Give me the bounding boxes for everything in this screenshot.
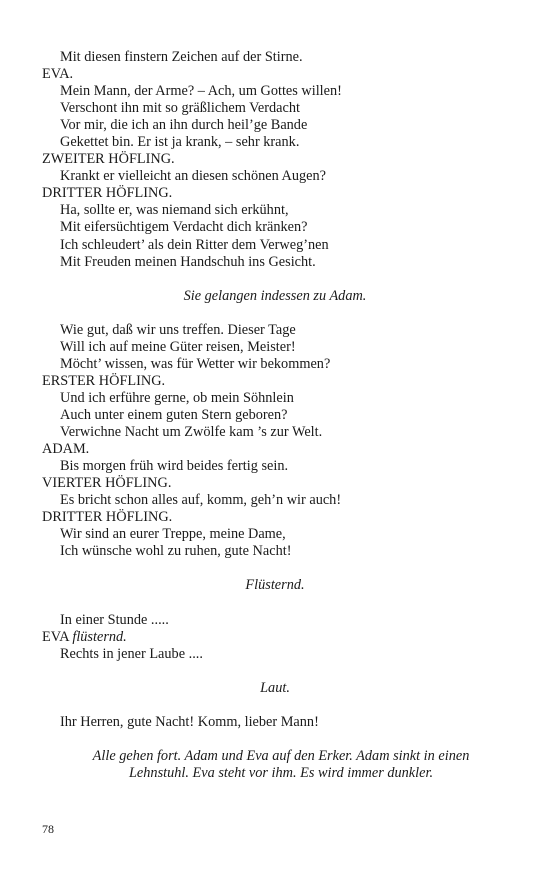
spacer <box>0 271 550 288</box>
inline-stage-direction: flüsternd. <box>72 628 127 645</box>
verse-line: Wir sind an eurer Treppe, meine Dame, <box>60 526 286 543</box>
stage-direction-line: Alle gehen fort. Adam und Eva auf den Erker. Adam sinkt in einen <box>92 747 470 764</box>
spacer <box>0 305 550 322</box>
verse-line: Verschont ihn mit so gräßlichem Verdacht <box>60 100 300 117</box>
spacer <box>0 595 550 612</box>
spacer <box>0 560 550 577</box>
speaker-name: VIERTER HÖFLING. <box>42 475 172 492</box>
verse-line: Möcht’ wissen, was für Wetter wir bekommen? <box>60 355 331 372</box>
play-text <box>0 49 550 782</box>
verse-line: Will ich auf meine Güter reisen, Meister! <box>60 338 296 355</box>
verse-line: Auch unter einem guten Stern geboren? <box>60 406 288 423</box>
stage-direction: Flüsternd. <box>245 577 305 594</box>
verse-line: In einer Stunde ..... <box>60 611 169 628</box>
verse-line: Verwichne Nacht um Zwölfe kam ’s zur Welt. <box>60 424 323 441</box>
page-number: 78 <box>42 822 54 836</box>
speaker-name: ERSTER HÖFLING. <box>42 372 166 389</box>
verse-line: Es bricht schon alles auf, komm, geh’n wir auch! <box>60 492 342 509</box>
speaker-name: ZWEITER HÖFLING. <box>42 151 175 168</box>
verse-line: Gekettet bin. Er ist ja krank, – sehr krank. <box>60 134 300 151</box>
verse-line: Krankt er vielleicht an diesen schönen Augen? <box>60 168 326 185</box>
spacer <box>0 731 550 748</box>
speaker-name: DRITTER HÖFLING. <box>42 509 173 526</box>
verse-line: Ihr Herren, gute Nacht! Komm, lieber Mann! <box>60 713 319 730</box>
verse-line: Wie gut, daß wir uns treffen. Dieser Tage <box>60 321 296 338</box>
speaker-name <box>0 629 550 646</box>
verse-line: Mit diesen finstern Zeichen auf der Stirne. <box>60 49 303 65</box>
verse-line: Ich wünsche wohl zu ruhen, gute Nacht! <box>60 543 292 560</box>
verse-line: Mit eifersüchtigem Verdacht dich kränken? <box>60 219 308 236</box>
verse-line: Bis morgen früh wird beides fertig sein. <box>60 458 289 475</box>
stage-direction-line: Lehnstuhl. Eva steht vor ihm. Es wird immer dunkler. <box>128 764 434 781</box>
stage-direction-block <box>0 748 550 782</box>
verse-line: Ich schleudert’ als dein Ritter dem Verweg’nen <box>60 236 329 253</box>
stage-direction: Laut. <box>260 679 290 696</box>
verse-line: Und ich erführe gerne, ob mein Söhnlein <box>60 389 294 406</box>
stage-direction: Sie gelangen indessen zu Adam. <box>183 287 367 304</box>
verse-line: Rechts in jener Laube .... <box>60 645 203 662</box>
speaker-name: EVA. <box>42 66 74 83</box>
spacer <box>0 663 550 680</box>
spacer <box>0 697 550 714</box>
speaker-name: ADAM. <box>42 441 90 458</box>
speaker-name: DRITTER HÖFLING. <box>42 185 173 202</box>
verse-line: Vor mir, die ich an ihn durch heil’ge Bande <box>60 117 308 134</box>
verse-line: Ha, sollte er, was niemand sich erkühnt, <box>60 202 289 219</box>
verse-line: Mein Mann, der Arme? – Ach, um Gottes willen! <box>60 83 342 100</box>
speaker-label: EVA <box>42 628 69 645</box>
verse-line: Mit Freuden meinen Handschuh ins Gesicht. <box>60 253 316 270</box>
